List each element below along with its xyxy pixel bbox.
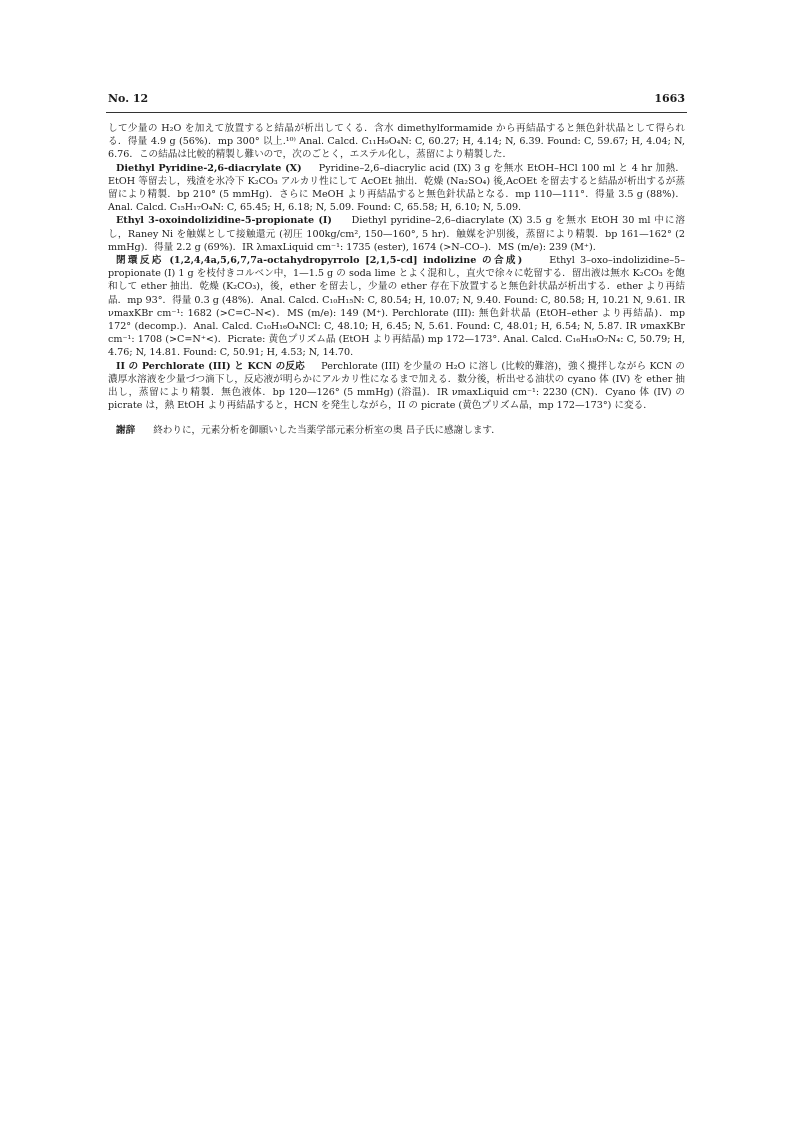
experimental-section-kcn-reaction bbox=[108, 360, 685, 413]
section-heading: Ethyl 3-oxoindolizidine-5-propionate (I) bbox=[116, 215, 332, 227]
acknowledgement-text: 終わりに，元素分析を御願いした当薬学部元素分析室の奥 昌子氏に感謝します． bbox=[153, 425, 501, 437]
experimental-section-diacrylate bbox=[108, 162, 685, 215]
paragraph-text: Pyridine–2,6–diacrylic acid (IX) 3 g を無水 EtOH–HCl 100 ml と 4 hr 加熱．EtOH 等留去し，残渣を氷冷下 K₂CO₃ アルカリ性にして AcOEt 抽出．乾燥 (Na₂SO₄) 後,AcOEt を留去すると結晶が析出するが蒸留により精製．bp 210° (5 mmHg)．さらに MeOH より再結晶すると無色針状晶となる．mp 110—111°．得量 3.5 g (88%)．Anal. Calcd. C₁₅H₁₇O₄N: C, 65.45; H, 6.18; N, 5.09. Found: C, 65.58; H, 6.10; N, 5.09. bbox=[108, 162, 686, 214]
paragraph-continuation bbox=[108, 122, 685, 162]
experimental-section-propionate bbox=[108, 214, 685, 254]
section-heading: Diethyl Pyridine-2,6-diacrylate (X) bbox=[116, 162, 302, 174]
paragraph-text: Perchlorate (III) を少量の H₂O に溶し (比較的難溶)，強く攪拌しながら KCN の濃厚水溶液を少量づつ滴下し，反応液が明らかにアルカリ性になるまで加える．数分後，析出せる油状の cyano 体 (IV) を ether 抽出し，蒸留により精製．無色液体．bp 120—126° (5 mmHg) (浴温)．IR νmaxLiquid cm⁻¹: 2230 (CN)．Cyano 体 (IV) の picrate は，熱 EtOH より再結晶すると，HCN を発生しながら，II の picrate (黄色プリズム晶，mp 172—173°) に変る． bbox=[108, 360, 686, 412]
acknowledgement bbox=[108, 424, 685, 437]
paragraph-text: Ethyl 3–oxo–indolizidine–5–propionate (I) 1 g を枝付きコルベン中，1—1.5 g の soda lime とよく混和し，直火で徐々に乾留する．留出液は無水 K₂CO₃ を飽和して ether 抽出．乾燥 (K₂CO₃)，後，ether を留去し，少量の ether 存在下放置すると無色針状晶が析出する．ether より再結晶．mp 93°．得量 0.3 g (48%)．Anal. Calcd. C₁₀H₁₅N: C, 80.54; H, 10.07; N, 9.40. Found: C, 80.58; H, 10.21 N, 9.61. IR νmaxKBr cm⁻¹: 1682 (>C=C–N<)．MS (m/e): 149 (M⁺). Perchlorate (III): 無色針状晶 (EtOH–ether より再結晶)．mp 172° (decomp.)．Anal. Calcd. C₁₀H₁₆O₄NCl: C, 48.10; H, 6.45; N, 5.61. Found: C, 48.01; H, 6.54; N, 5.87. IR νmaxKBr cm⁻¹: 1708 (>C=N⁺<)．Picrate: 黄色プリズム晶 (EtOH より再結晶) mp 172—173°. Anal. Calcd. C₁₆H₁₈O₇N₄: C, 50.79; H, 4.76; N, 14.81. Found: C, 50.91; H, 4.53; N, 14.70. bbox=[108, 255, 685, 359]
header-rule bbox=[106, 112, 687, 113]
section-heading: II の Perchlorate (III) と KCN の反応 bbox=[116, 360, 305, 372]
article-body bbox=[108, 122, 685, 438]
page-header bbox=[108, 92, 685, 108]
journal-number: No. 12 bbox=[108, 92, 149, 105]
section-heading: 閉環反応 (1,2,4,4a,5,6,7,7a-octahydropyrrolo [2,1,5-cd] indolizine の合成) bbox=[116, 255, 523, 267]
paragraph-text: して少量の H₂O を加えて放置すると結晶が析出してくる．含水 dimethylformamide から再結晶すると無色針状晶として得られる．得量 4.9 g (56%)．mp 300° 以上.¹⁰⁾ Anal. Calcd. C₁₁H₉O₄N: C, 60.27; H, 4.14; N, 6.39. Found: C, 59.67; H, 4.04; N, 6.76．この結晶は比較的精製し難いので，次のごとく，エステル化し，蒸留により精製した． bbox=[108, 123, 685, 161]
page-number: 1663 bbox=[654, 92, 685, 105]
acknowledgement-label: 謝辞 bbox=[116, 425, 136, 437]
experimental-section-cyclization bbox=[108, 254, 685, 360]
paragraph-text: Diethyl pyridine–2,6–diacrylate (X) 3.5 g を無水 EtOH 30 ml 中に溶し，Raney Ni を触媒として接触還元 (初圧 100kg/cm², 150—160°, 5 hr)．触媒を沪別後，蒸留により精製．bp 161—162° (2 mmHg)．得量 2.2 g (69%)．IR λmaxLiquid cm⁻¹: 1735 (ester), 1674 (>N–CO–)．MS (m/e): 239 (M⁺). bbox=[108, 215, 685, 253]
